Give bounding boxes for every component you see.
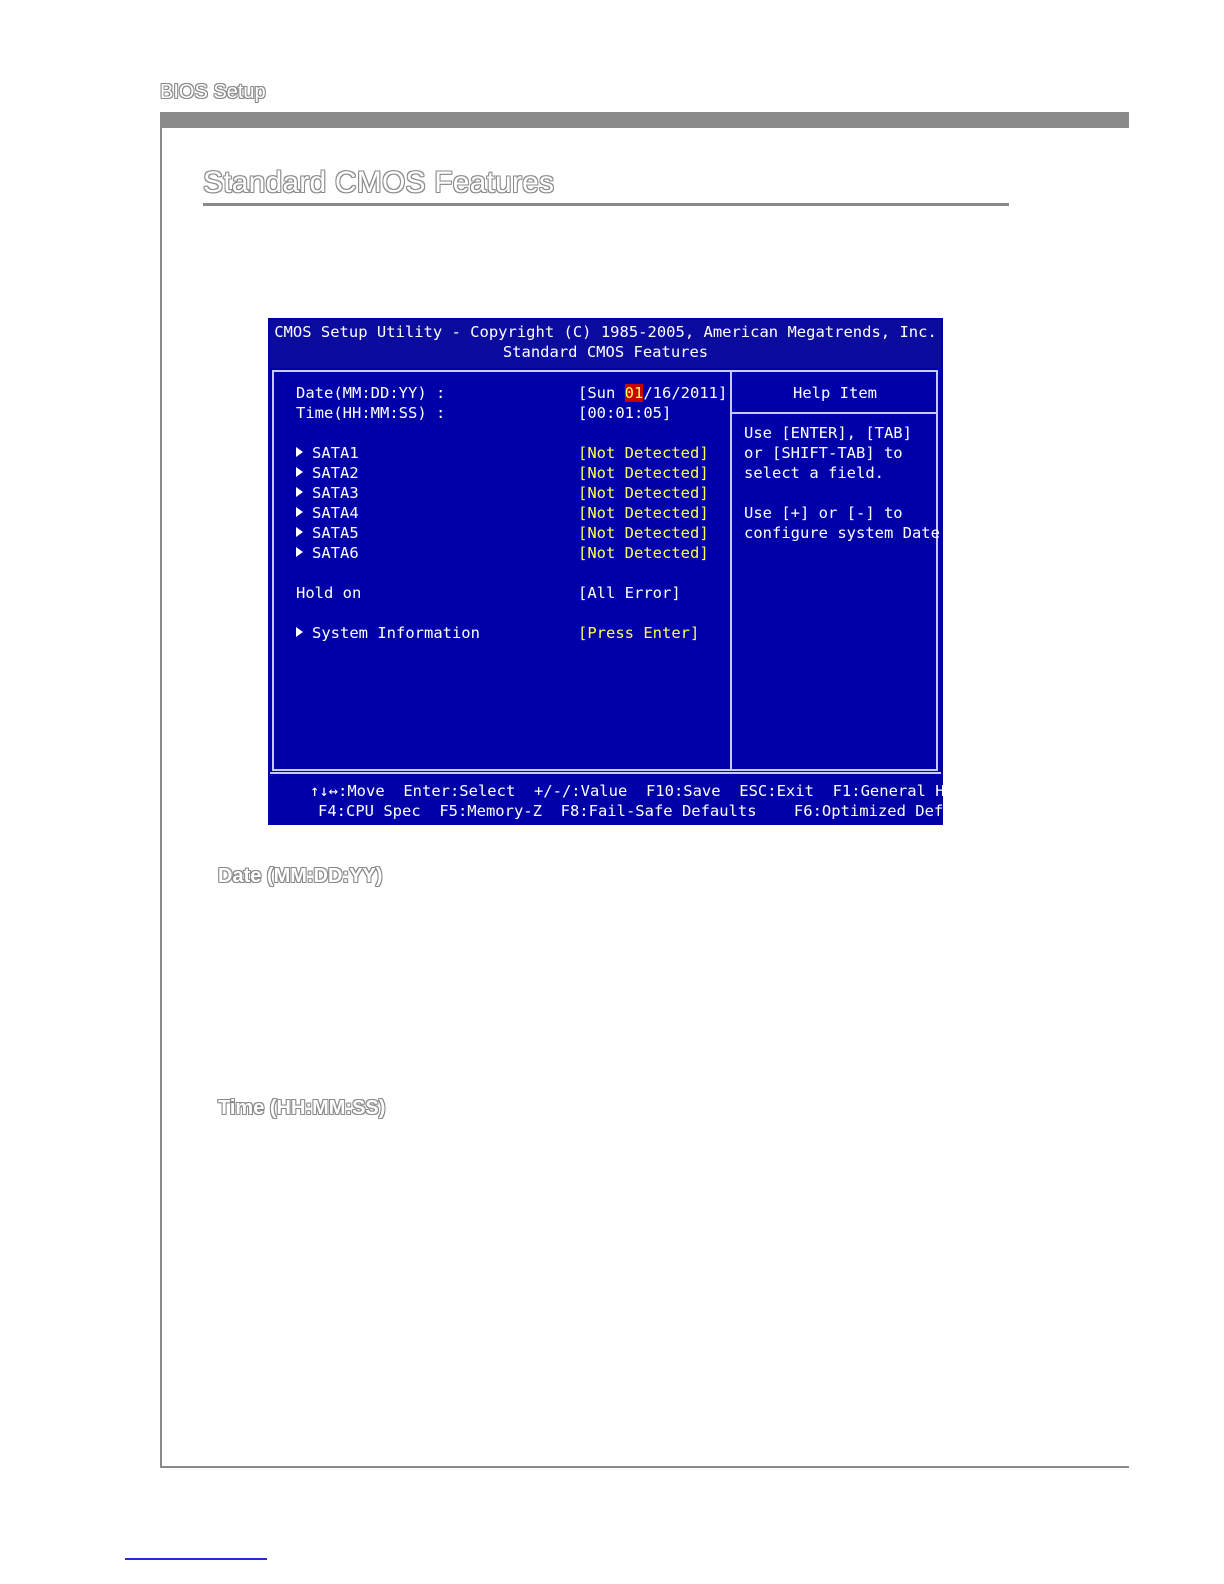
footer-divider [270, 772, 941, 774]
bios-screen-title: Standard CMOS Features [502, 343, 709, 361]
submenu-arrow-icon [296, 467, 303, 477]
submenu-arrow-icon [296, 447, 303, 457]
bottom-rule [160, 1466, 1129, 1468]
help-item-title: Help Item [793, 384, 877, 402]
sata2-value: [Not Detected] [578, 464, 709, 482]
date-heading: Date (MM:DD:YY) [218, 865, 383, 887]
date-month-highlight[interactable]: 01 [624, 384, 644, 402]
system-information-item[interactable] [296, 624, 480, 642]
hold-on-label: Hold on [296, 584, 362, 602]
sata5-value: [Not Detected] [578, 524, 709, 542]
hold-on-value[interactable]: [All Error] [578, 584, 681, 602]
submenu-arrow-icon [296, 527, 303, 537]
help-line: configure system Date. [744, 524, 950, 542]
key-help-line-2: F4:CPU Spec F5:Memory-Z F8:Fail-Safe Defaults F6:Optimized Defaults [318, 802, 990, 820]
sata6-value: [Not Detected] [578, 544, 709, 562]
submenu-arrow-icon [296, 547, 303, 557]
bios-main-frame [272, 370, 950, 771]
submenu-arrow-icon [296, 487, 303, 497]
help-line: Use [ENTER], [TAB] [744, 424, 912, 442]
sata3-label: SATA3 [312, 484, 359, 502]
sata4-value: [Not Detected] [578, 504, 709, 522]
sata2-label: SATA2 [312, 464, 359, 482]
sata6-label: SATA6 [312, 544, 359, 562]
time-label: Time(HH:MM:SS) : [296, 404, 446, 422]
system-information-value: [Press Enter] [578, 624, 700, 642]
sata2-item[interactable] [296, 464, 359, 482]
help-line: or [SHIFT-TAB] to [744, 444, 903, 462]
bios-copyright-line: CMOS Setup Utility - Copyright (C) 1985-2005, American Megatrends, Inc. [274, 323, 937, 341]
section-title: Standard CMOS Features [203, 166, 555, 199]
page-link-underline [125, 1558, 267, 1560]
title-underline [203, 203, 1009, 206]
date-value-suffix: /16/2011] [643, 384, 728, 402]
bios-title-bar [270, 320, 941, 368]
sata1-item[interactable] [296, 444, 359, 462]
date-value-prefix: [Sun [578, 384, 625, 402]
sata4-item[interactable] [296, 504, 359, 522]
bios-screen [268, 318, 990, 825]
sata6-item[interactable] [296, 544, 359, 562]
sata3-value: [Not Detected] [578, 484, 709, 502]
sata5-label: SATA5 [312, 524, 359, 542]
key-help-line-1: ↑↓↔:Move Enter:Select +/-/:Value F10:Save ESC:Exit F1:General Help [310, 782, 973, 800]
submenu-arrow-icon [296, 507, 303, 517]
help-panel-divider [730, 372, 732, 769]
time-value[interactable]: [00:01:05] [578, 404, 672, 422]
system-information-label: System Information [312, 624, 480, 642]
header-bar [161, 112, 1129, 128]
running-header: BIOS Setup [160, 81, 266, 103]
date-label: Date(MM:DD:YY) : [296, 384, 446, 402]
help-line: Use [+] or [-] to [744, 504, 903, 522]
sata5-item[interactable] [296, 524, 359, 542]
sata4-label: SATA4 [312, 504, 359, 522]
time-heading: Time (HH:MM:SS) [218, 1097, 386, 1119]
sata1-label: SATA1 [312, 444, 359, 462]
submenu-arrow-icon [296, 627, 303, 637]
sata1-value: [Not Detected] [578, 444, 709, 462]
sata3-item[interactable] [296, 484, 359, 502]
help-title-divider [732, 412, 938, 414]
left-margin-rule [160, 112, 162, 1468]
date-value[interactable] [578, 384, 727, 402]
help-line: select a field. [744, 464, 884, 482]
